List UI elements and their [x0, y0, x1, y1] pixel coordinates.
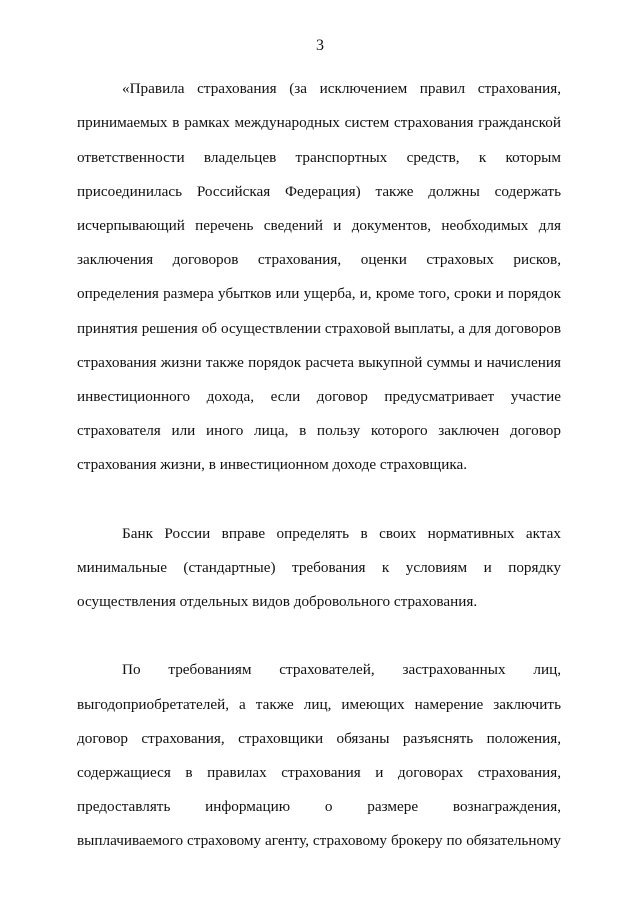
paragraph-line: осуществления отдельных видов добровольного страхования.	[77, 593, 478, 610]
paragraph-line: «Правила страхования (за исключением правил страхования,	[122, 80, 561, 98]
paragraph-policyholder-requests	[77, 653, 561, 858]
paragraph-line: договор страхования, страховщики обязаны разъяснять положения,	[77, 729, 561, 747]
paragraph-line: минимальные (стандартные) требования к условиям и порядку	[77, 558, 561, 576]
paragraph-line: страхования жизни также порядок расчета выкупной суммы и начисления	[77, 353, 561, 371]
paragraph-insurance-rules	[77, 72, 561, 482]
paragraph-line: заключения договоров страхования, оценки страховых рисков,	[77, 251, 561, 269]
paragraph-line: страхователя или иного лица, в пользу которого заключен договор	[77, 422, 561, 440]
paragraph-spacer	[77, 619, 561, 653]
top-spacer	[77, 38, 561, 72]
paragraph-line: выплачиваемого страховому агенту, страховому брокеру по обязательному	[77, 832, 561, 850]
paragraph-line: выгодоприобретателей, а также лиц, имеющих намерение заключить	[77, 695, 561, 713]
document-body	[77, 38, 561, 859]
paragraph-line: инвестиционного дохода, если договор предусматривает участие	[77, 387, 561, 405]
paragraph-line: Банк России вправе определять в своих нормативных актах	[122, 524, 561, 542]
paragraph-line: ответственности владельцев транспортных средств, к которым	[77, 148, 561, 166]
paragraph-line: исчерпывающий перечень сведений и документов, необходимых для	[77, 216, 561, 234]
paragraph-line: присоединилась Российская Федерация) также должны содержать	[77, 182, 561, 200]
paragraph-line: страхования жизни, в инвестиционном доходе страховщика.	[77, 456, 468, 474]
paragraph-bank-of-russia	[77, 517, 561, 620]
paragraph-line: принятия решения об осуществлении страховой выплаты, а для договоров	[77, 319, 561, 337]
paragraph-line: По требованиям страхователей, застрахованных лиц,	[122, 661, 561, 679]
paragraph-line: предоставлять информацию о размере вознаграждения,	[77, 798, 561, 816]
page-number: 3	[316, 37, 324, 54]
paragraph-spacer	[77, 482, 561, 516]
paragraph-line: принимаемых в рамках международных систем страхования гражданской	[77, 114, 561, 132]
paragraph-line: содержащиеся в правилах страхования и договорах страхования,	[77, 763, 561, 781]
paragraph-line: определения размера убытков или ущерба, и, кроме того, сроки и порядок	[77, 285, 561, 303]
